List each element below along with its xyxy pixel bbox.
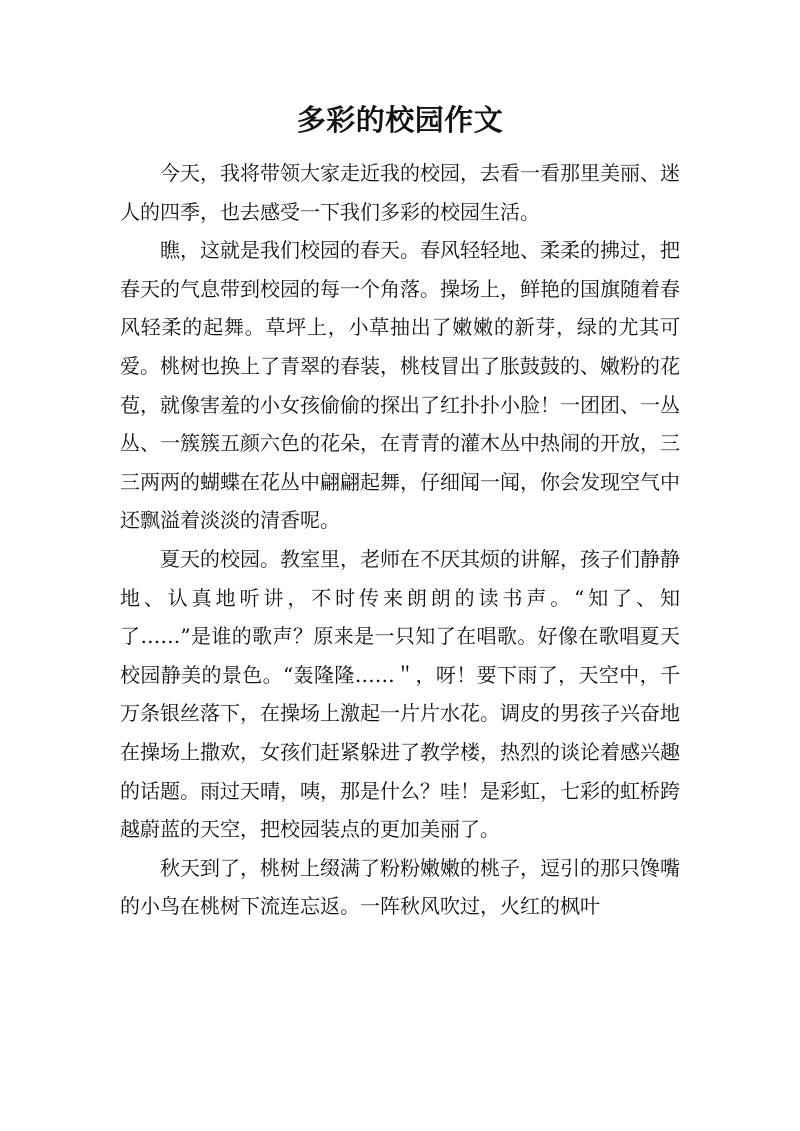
paragraph-autumn: 秋天到了，桃树上缀满了粉粉嫩嫩的桃子，逗引的那只馋嘴的小鸟在桃树下流连忘返。一阵秋风吹过，火红的枫叶 — [120, 855, 680, 919]
paragraph-spring: 瞧，这就是我们校园的春天。春风轻轻地、柔柔的拂过，把春天的气息带到校园的每一个角落。操场上，鲜艳的国旗随着春风轻柔的起舞。草坪上，小草抽出了嫩嫩的新芽，绿的尤其可爱。桃树也换上了青翠的春装，桃枝冒出了胀鼓鼓的、嫩粉的花苞，就像害羞的小女孩偷偷的探出了红扑扑小脸！一团团、一丛丛、一簇簇五颜六色的花朵，在青青的灌木丛中热闹的开放，三三两两的蝴蝶在花丛中翩翩起舞，仔细闻一闻，你会发现空气中还飘溢着淡淡的清香呢。 — [120, 238, 680, 533]
paragraph-summer: 夏天的校园。教室里，老师在不厌其烦的讲解，孩子们静静地、认真地听讲，不时传来朗朗的读书声。“知了、知了……”是谁的歌声？原来是一只知了在唱歌。好像在歌唱夏天校园静美的景色。“轰隆隆……＂，呀！要下雨了，天空中，千万条银丝落下，在操场上激起一片片水花。调皮的男孩子兴奋地在操场上撒欢，女孩们赶紧躲进了教学楼，热烈的谈论着感兴趣的话题。雨过天晴，咦，那是什么？哇！是彩虹，七彩的虹桥跨越蔚蓝的天空，把校园装点的更加美丽了。 — [120, 546, 680, 842]
document-title: 多彩的校园作文 — [296, 103, 504, 137]
paragraph-intro: 今天，我将带领大家走近我的校园，去看一看那里美丽、迷人的四季，也去感受一下我们多彩的校园生活。 — [120, 161, 680, 224]
document-body — [120, 154, 680, 926]
